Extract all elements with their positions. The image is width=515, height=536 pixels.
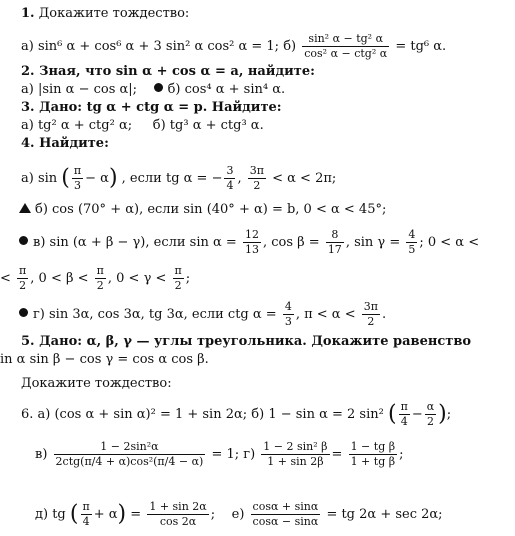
math-text: = tg⁶ α.: [395, 39, 447, 54]
math-text: ;: [446, 407, 452, 422]
problem-4a: а) sin ( $\frac{\pi}{3}$ − α) , если tg α = − $\frac{3}{4}$ , $\frac{3\pi}{2}$ < α < 2π;: [21, 164, 337, 192]
math-text: б) cos (70° + α), если sin (40° + α) = b, 0 < α < 45°;: [35, 202, 387, 217]
math-text: π: [400, 400, 408, 413]
fraction: [362, 300, 380, 329]
math-text: = 1; г): [211, 447, 256, 462]
math-text: 1 + sin 2β: [267, 455, 324, 468]
fraction: [173, 264, 184, 293]
math-text: в) sin (α + β − γ), если sin α =: [33, 235, 237, 250]
problem-1-items: [21, 32, 446, 61]
fraction: [81, 500, 92, 529]
math-text: б) cos⁴ α + sin⁴ α.: [167, 82, 286, 97]
math-text: 6. а) (cos α + sin α)² = 1 + sin 2α; б) 1 − sin α = 2 sin²: [21, 407, 384, 422]
math-text: 5: [408, 243, 416, 256]
math-text: − α: [85, 171, 109, 186]
problem-6vg: [35, 440, 403, 469]
math-text: .: [381, 307, 387, 322]
math-text: , 0 < β <: [30, 271, 89, 286]
math-text: 1 + sin 2α: [149, 500, 207, 513]
math-text: 5. Дано: α, β, γ — углы треугольника. Докажите равенство: [21, 334, 472, 349]
fraction: [147, 500, 208, 529]
problem-4c-cont: [0, 264, 190, 293]
math-text: , cos β =: [262, 235, 320, 250]
math-text: 1.: [21, 6, 35, 21]
math-text: + α: [93, 507, 118, 522]
math-text: π: [174, 264, 182, 277]
math-text: 4: [226, 179, 234, 192]
fraction: [248, 164, 266, 193]
math-text: 2: [367, 315, 375, 328]
math-text: = tg 2α + sec 2α;: [326, 507, 443, 522]
fraction: [17, 264, 28, 293]
problem-3-heading: 3. Дано: tg α + ctg α = p. Найдите:: [21, 100, 282, 115]
math-text: 12: [244, 228, 259, 241]
problem-5-line1: [21, 334, 471, 350]
math-text: π: [82, 500, 90, 513]
math-text: а) |sin α − cos α|;: [21, 82, 138, 97]
math-text: π: [96, 264, 104, 277]
math-text: =: [331, 447, 343, 462]
math-text: г) sin 3α, cos 3α, tg 3α, если ctg α =: [33, 307, 277, 322]
math-text: π: [19, 264, 27, 277]
math-text: , sin γ =: [345, 235, 401, 250]
fraction: [72, 164, 83, 193]
math-text: 3: [74, 179, 81, 192]
math-text: 3π: [363, 300, 378, 313]
problem-2-heading: 2. Зная, что sin α + cos α = a, найдите:: [21, 64, 315, 79]
math-text: ;: [210, 507, 216, 522]
math-text: , 0 < γ <: [107, 271, 167, 286]
math-text: cos² α − ctg² α: [304, 47, 388, 60]
math-text: 13: [244, 243, 259, 256]
math-text: , π < α <: [295, 307, 356, 322]
problem-6-heading: Докажите тождество:: [21, 376, 172, 391]
math-text: д) tg: [35, 507, 66, 522]
problem-4c: [19, 228, 479, 257]
problem-4d: [19, 300, 386, 329]
math-text: в): [35, 447, 48, 462]
triangle-marker-icon: [19, 203, 31, 213]
math-text: π: [73, 164, 82, 177]
fraction: [243, 228, 261, 257]
problem-6ab: 6. а) (cos α + sin α)² = 1 + sin 2α; б) 1 − sin α = 2 sin² ( $\frac{\pi}{4}$ − $\frac{\alpha}{2}$ );: [21, 400, 452, 428]
math-text: sin² α − tg² α: [302, 32, 389, 47]
math-text: 2: [19, 279, 27, 292]
math-text: =: [130, 507, 142, 522]
math-text: б) tg³ α + ctg³ α.: [152, 118, 264, 133]
math-text: е): [231, 507, 245, 522]
math-text: 4: [408, 228, 416, 241]
problem-5-line2: in α sin β − cos γ = cos α cos β.: [0, 352, 209, 367]
math-text: 3: [226, 164, 234, 177]
fraction: [224, 164, 235, 193]
math-text: 17: [327, 243, 342, 256]
math-text: 1 − tg β: [350, 440, 396, 453]
bullet-icon: [154, 83, 163, 92]
fraction: [54, 440, 206, 469]
math-text: , если tg α = −: [121, 171, 223, 186]
problem-4-heading: 4. Найдите:: [21, 136, 109, 151]
problem-3-items: [21, 118, 264, 134]
fraction: [283, 300, 294, 329]
problem-2-items: [21, 82, 285, 98]
fraction: [302, 32, 389, 61]
math-text: α: [426, 400, 435, 413]
problem-4b: [19, 202, 386, 218]
math-text: Докажите тождество:: [38, 6, 190, 21]
math-text: 3π: [249, 164, 264, 177]
math-text: а) sin⁶ α + cos⁶ α + 3 sin² α cos² α = 1; б): [21, 39, 297, 54]
fraction: [425, 400, 436, 429]
math-text: 4: [284, 300, 292, 313]
math-text: < α < 2π;: [272, 171, 337, 186]
math-text: ;: [185, 271, 191, 286]
math-text: 1 − 2 sin² β: [263, 440, 328, 453]
fraction: [326, 228, 344, 257]
math-text: cosα + sinα: [252, 500, 319, 513]
bullet-icon: [19, 308, 28, 317]
math-text: а) sin: [21, 171, 58, 186]
math-text: 2: [426, 415, 434, 428]
math-text: 1 − 2sin²α: [54, 440, 206, 455]
problem-1-heading: [21, 6, 189, 22]
math-text: 4: [82, 515, 90, 528]
math-text: cosα − sinα: [252, 515, 319, 528]
fraction: [406, 228, 417, 257]
math-text: 2: [253, 179, 261, 192]
fraction: [261, 440, 329, 469]
fraction: [349, 440, 398, 469]
math-text: 8: [326, 228, 344, 243]
math-text: 2ctg(π/4 + α)cos²(π/4 − α): [55, 455, 204, 468]
problem-6de: д) tg ( $\frac{\pi}{4}$ + α) = $\frac{1 + \sin 2\alpha}{\cos 2\alpha}$ ; е) $\frac{\cos\alpha + \sin\alpha}{\cos\alpha - \sin\alpha}$ = tg 2α + sec 2α;: [35, 500, 443, 528]
math-text: cos 2α: [159, 515, 197, 528]
math-text: 2: [174, 279, 182, 292]
bullet-icon: [19, 236, 28, 245]
math-text: <: [0, 271, 11, 286]
math-text: 2: [96, 279, 104, 292]
math-text: 1 + tg β: [350, 455, 396, 468]
math-text: 3: [284, 315, 292, 328]
math-text: 4: [400, 415, 408, 428]
math-text: а) tg² α + ctg² α;: [21, 118, 133, 133]
math-text: ;: [399, 447, 404, 462]
fraction: [95, 264, 106, 293]
math-text: ; 0 < α <: [419, 235, 480, 250]
fraction: [399, 400, 410, 429]
fraction: [251, 500, 321, 529]
